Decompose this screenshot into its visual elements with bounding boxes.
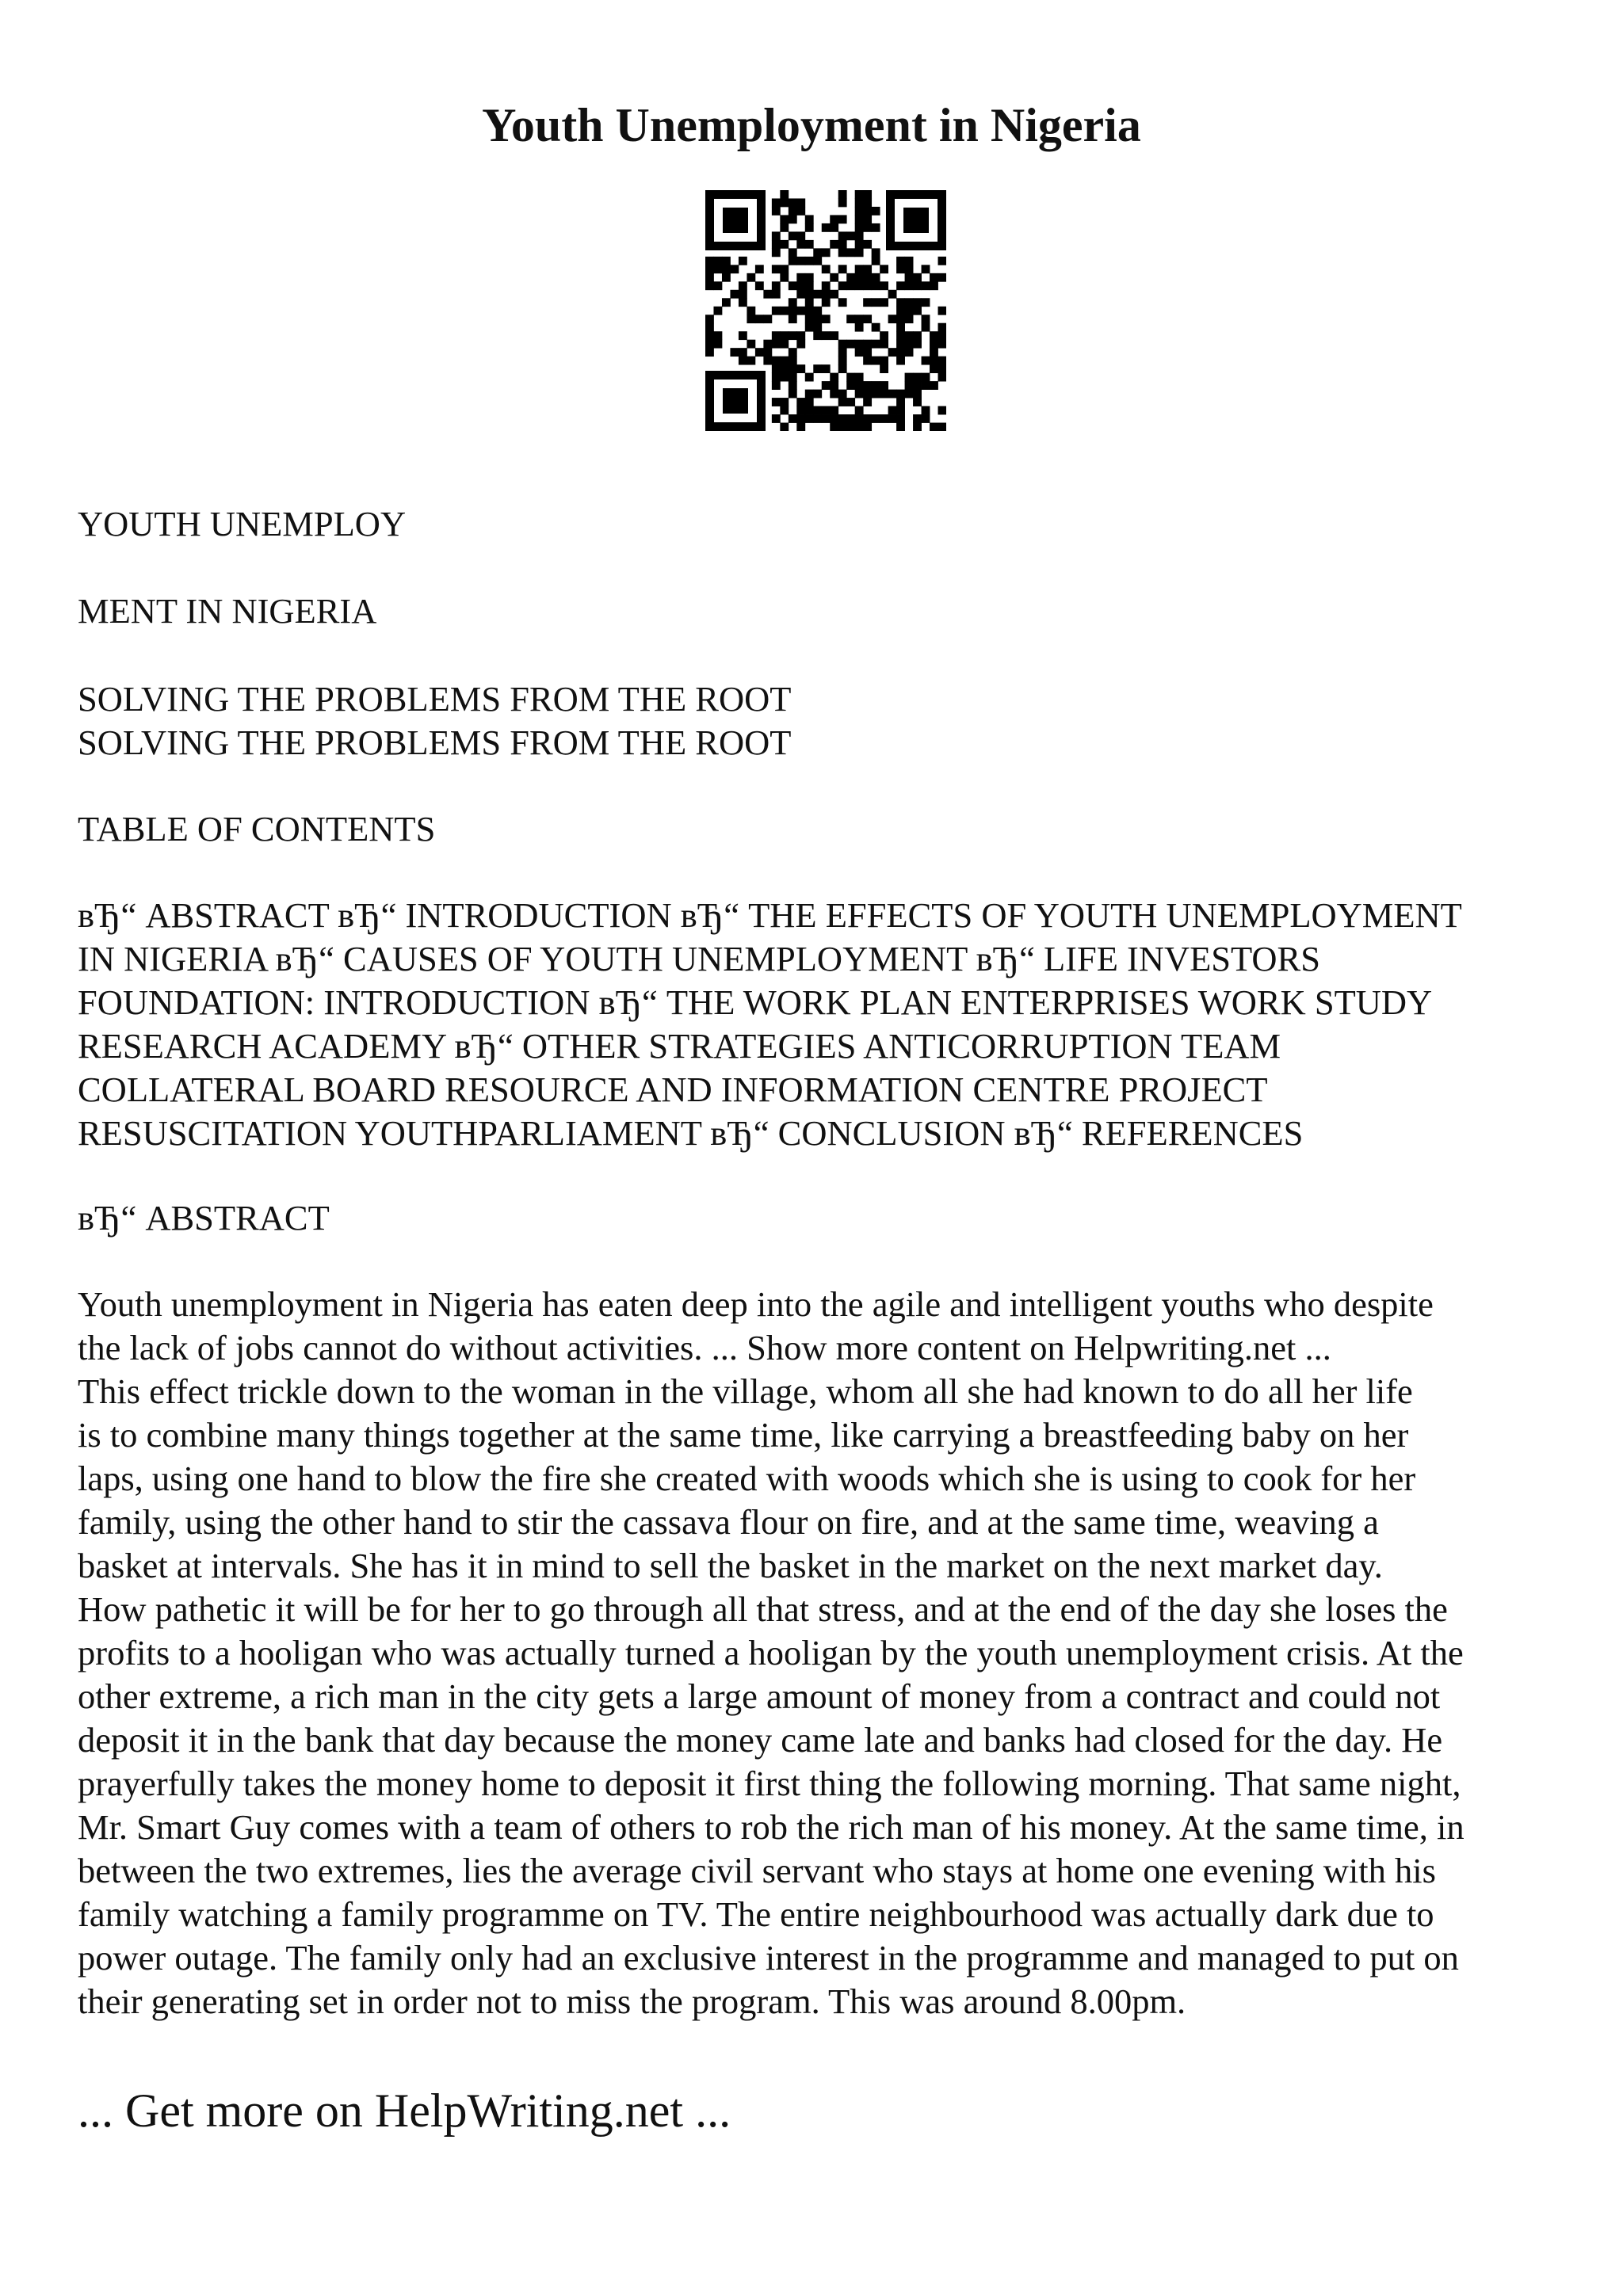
abstract-line: How pathetic it will be for her to go through all that stress, and at the end of the day she loses the [78,1589,1448,1629]
abstract-line: profits to a hooligan who was actually turned a hooligan by the youth unemployment crisis. At the [78,1633,1464,1672]
abstract-line: Youth unemployment in Nigeria has eaten deep into the agile and intelligent youths who despite [78,1284,1434,1324]
toc-line: IN NIGERIA вЂ“ CAUSES OF YOUTH UNEMPLOYMENT вЂ“ LIFE INVESTORS [78,939,1320,978]
abstract-line: the lack of jobs cannot do without activities. ... Show more content on Helpwriting.net ... [78,1328,1331,1367]
toc-line: RESEARCH ACADEMY вЂ“ OTHER STRATEGIES ANTICORRUPTION TEAM [78,1026,1281,1066]
abstract-line: family watching a family programme on TV. The entire neighbourhood was actually dark due to [78,1894,1434,1934]
abstract-line: laps, using one hand to blow the fire she created with woods which she is using to cook for her [78,1459,1416,1498]
abstract-line: between the two extremes, lies the average civil servant who stays at home one evening with his [78,1851,1436,1890]
toc-heading: TABLE OF CONTENTS [78,809,436,849]
subtitle-block [78,677,1568,765]
abstract-line: This effect trickle down to the woman in the village, whom all she had known to do all her life [78,1371,1413,1411]
table-of-contents [78,894,1568,1155]
toc-line: RESUSCITATION YOUTHPARLIAMENT вЂ“ CONCLUSION вЂ“ REFERENCES [78,1113,1304,1153]
toc-line: FOUNDATION: INTRODUCTION вЂ“ THE WORK PLAN ENTERPRISES WORK STUDY [78,982,1433,1022]
abstract-line: power outage. The family only had an exclusive interest in the programme and managed to put on [78,1938,1459,1978]
subtitle-line: SOLVING THE PROBLEMS FROM THE ROOT [78,723,792,762]
toc-line: COLLATERAL BOARD RESOURCE AND INFORMATION CENTRE PROJECT [78,1070,1268,1109]
document-title: Youth Unemployment in Nigeria [482,99,1141,151]
abstract-line: family, using the other hand to stir the cassava flour on fire, and at the same time, weaving a [78,1502,1379,1542]
abstract-body [78,1283,1568,2023]
get-more-link[interactable]: ... Get more on HelpWriting.net ... [78,2084,731,2137]
abstract-line: deposit it in the bank that day because the money came late and banks had closed for the day. He [78,1720,1443,1760]
abstract-line: is to combine many things together at the same time, like carrying a breastfeeding baby on her [78,1415,1409,1455]
abstract-line: their generating set in order not to miss the program. This was around 8.00pm. [78,1981,1186,2021]
toc-line: вЂ“ ABSTRACT вЂ“ INTRODUCTION вЂ“ THE EFFECTS OF YOUTH UNEMPLOYMENT [78,895,1462,935]
abstract-heading: вЂ“ ABSTRACT [78,1198,330,1238]
heading-line-1: YOUTH UNEMPLOY [78,504,407,543]
heading-line-2: MENT IN NIGERIA [78,591,377,631]
abstract-line: other extreme, a rich man in the city gets a large amount of money from a contract and could not [78,1676,1441,1716]
abstract-line: prayerfully takes the money home to deposit it first thing the following morning. That same night, [78,1764,1461,1803]
qr-code-icon [705,190,946,431]
abstract-line: basket at intervals. She has it in mind to sell the basket in the market on the next market day. [78,1546,1383,1585]
subtitle-line: SOLVING THE PROBLEMS FROM THE ROOT [78,679,792,719]
abstract-line: Mr. Smart Guy comes with a team of others to rob the rich man of his money. At the same time, in [78,1807,1465,1847]
